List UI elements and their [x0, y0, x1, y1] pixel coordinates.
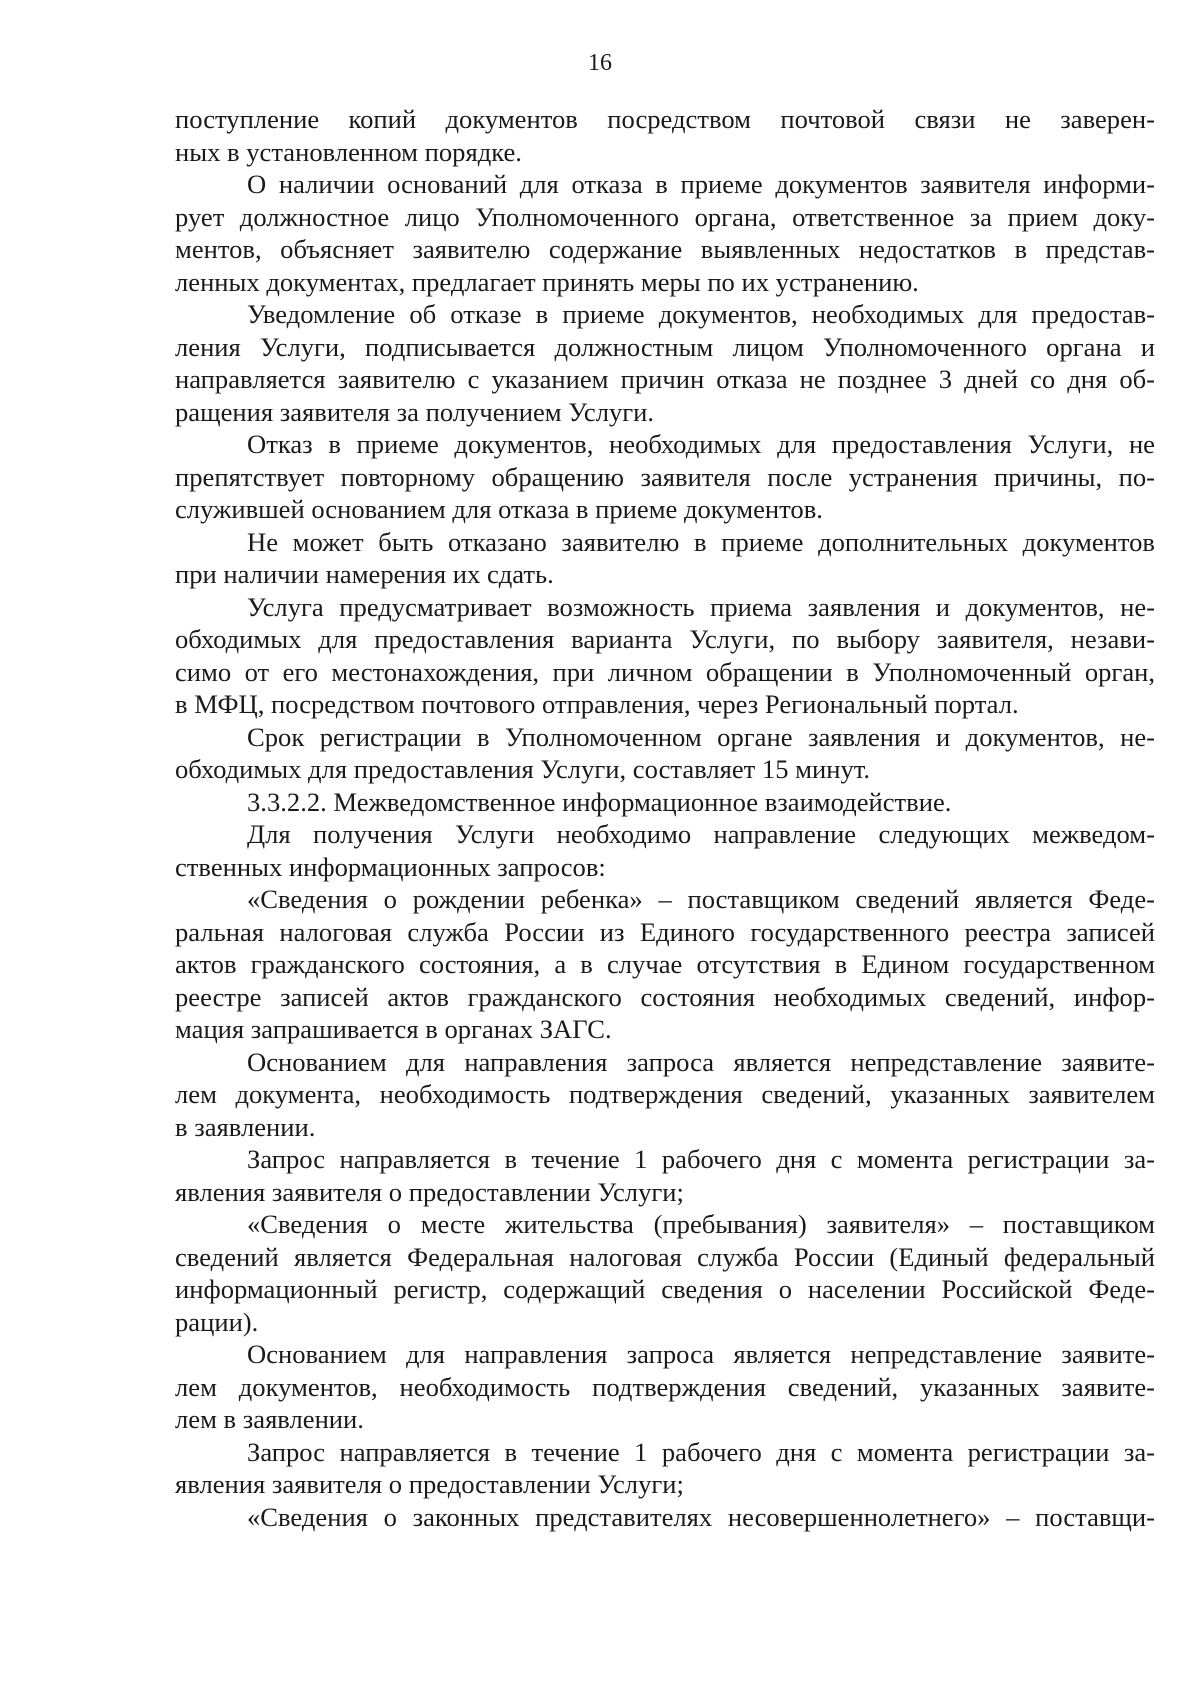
text-line: Срок регистрации в Уполномоченном органе заявления и документов, не-	[247, 721, 1155, 752]
paragraph	[175, 1208, 1155, 1338]
text-line: в МФЦ, посредством почтового отправления, через Региональный портал.	[175, 689, 1019, 719]
text-line: информационный регистр, содержащий сведения о населении Российской Феде-	[175, 1274, 1155, 1304]
text-line: Запрос направляется в течение 1 рабочего дня с момента регистрации за-	[247, 1144, 1155, 1174]
paragraph	[175, 721, 1155, 786]
text-line: препятствует повторному обращению заявителя после устранения причины, по-	[175, 461, 1155, 492]
text-line: Уведомление об отказе в приеме документов, необходимых для предостав-	[247, 299, 1155, 329]
paragraph	[175, 428, 1155, 526]
text-line: реестре записей актов гражданского состояния необходимых сведений, инфор-	[175, 981, 1155, 1012]
text-line: Основанием для направления запроса является непредставление заявите-	[247, 1046, 1155, 1077]
paragraph	[175, 1143, 1155, 1208]
paragraph	[175, 1436, 1155, 1501]
document-body	[175, 103, 1155, 1533]
text-line: актов гражданского состояния, а в случае отсутствия в Едином государственном	[175, 949, 1155, 979]
paragraph	[175, 168, 1155, 298]
text-line: служившей основанием для отказа в приеме документов.	[175, 494, 823, 524]
text-line: Услуга предусматривает возможность приема заявления и документов, не-	[247, 591, 1155, 622]
text-line: лем в заявлении.	[175, 1404, 364, 1434]
paragraph	[175, 1501, 1155, 1534]
text-line: ментов, объясняет заявителю содержание выявленных недостатков в представ-	[175, 234, 1155, 264]
text-line: Запрос направляется в течение 1 рабочего дня с момента регистрации за-	[247, 1436, 1155, 1467]
text-line: симо от его местонахождения, при личном обращении в Уполномоченный орган,	[175, 656, 1155, 687]
text-line: Не может быть отказано заявителю в приеме дополнительных документов	[247, 526, 1155, 557]
paragraph	[175, 1338, 1155, 1436]
text-line: при наличии намерения их сдать.	[175, 559, 554, 589]
paragraph	[175, 298, 1155, 428]
text-line: Основанием для направления запроса является непредставление заявите-	[247, 1339, 1155, 1369]
text-line: ственных информационных запросов:	[175, 851, 606, 882]
text-line: Для получения Услуги необходимо направление следующих межведом-	[247, 819, 1155, 849]
paragraph	[175, 591, 1155, 721]
text-line: Отказ в приеме документов, необходимых для предоставления Услуги, не	[247, 429, 1155, 459]
text-line: сведений является Федеральная налоговая служба России (Единый федеральный	[175, 1241, 1155, 1272]
text-line: обходимых для предоставления варианта Услуги, по выбору заявителя, незави-	[175, 624, 1155, 654]
text-line: ных в установленном порядке.	[175, 136, 522, 167]
text-line: ленных документах, предлагает принять меры по их устранению.	[175, 266, 919, 297]
text-line: ральная налоговая служба России из Единого государственного реестра записей	[175, 916, 1155, 947]
paragraph	[175, 1046, 1155, 1144]
text-line: в заявлении.	[175, 1111, 316, 1142]
page-number: 16	[588, 50, 612, 76]
text-line: «Сведения о месте жительства (пребывания) заявителя» – поставщиком	[247, 1209, 1155, 1239]
text-line: ращения заявителя за получением Услуги.	[175, 396, 655, 427]
text-line: «Сведения о рождении ребенка» – поставщиком сведений является Феде-	[247, 884, 1155, 914]
text-line: 3.3.2.2. Межведомственное информационное взаимодействие.	[247, 786, 952, 817]
text-line: лем документов, необходимость подтверждения сведений, указанных заявите-	[175, 1371, 1155, 1402]
text-line: обходимых для предоставления Услуги, составляет 15 минут.	[175, 754, 871, 784]
text-line: ления Услуги, подписывается должностным лицом Уполномоченного органа и	[175, 331, 1155, 362]
text-line: «Сведения о законных представителях несовершеннолетнего» – поставщи-	[247, 1501, 1155, 1532]
paragraph	[175, 883, 1155, 1046]
paragraph	[175, 103, 1155, 168]
text-line: явления заявителя о предоставлении Услуги;	[175, 1176, 684, 1207]
text-line: лем документа, необходимость подтверждения сведений, указанных заявителем	[175, 1079, 1155, 1109]
text-line: явления заявителя о предоставлении Услуги;	[175, 1469, 684, 1499]
text-line: мация запрашивается в органах ЗАГС.	[175, 1014, 612, 1044]
paragraph	[175, 526, 1155, 591]
text-line: рует должностное лицо Уполномоченного органа, ответственное за прием доку-	[175, 201, 1155, 232]
text-line: поступление копий документов посредством почтовой связи не заверен-	[175, 104, 1155, 134]
text-line: О наличии оснований для отказа в приеме документов заявителя информи-	[247, 169, 1155, 199]
paragraph	[175, 786, 1155, 819]
text-line: рации).	[175, 1306, 259, 1337]
paragraph	[175, 818, 1155, 883]
text-line: направляется заявителю с указанием причин отказа не позднее 3 дней со дня об-	[175, 364, 1155, 394]
